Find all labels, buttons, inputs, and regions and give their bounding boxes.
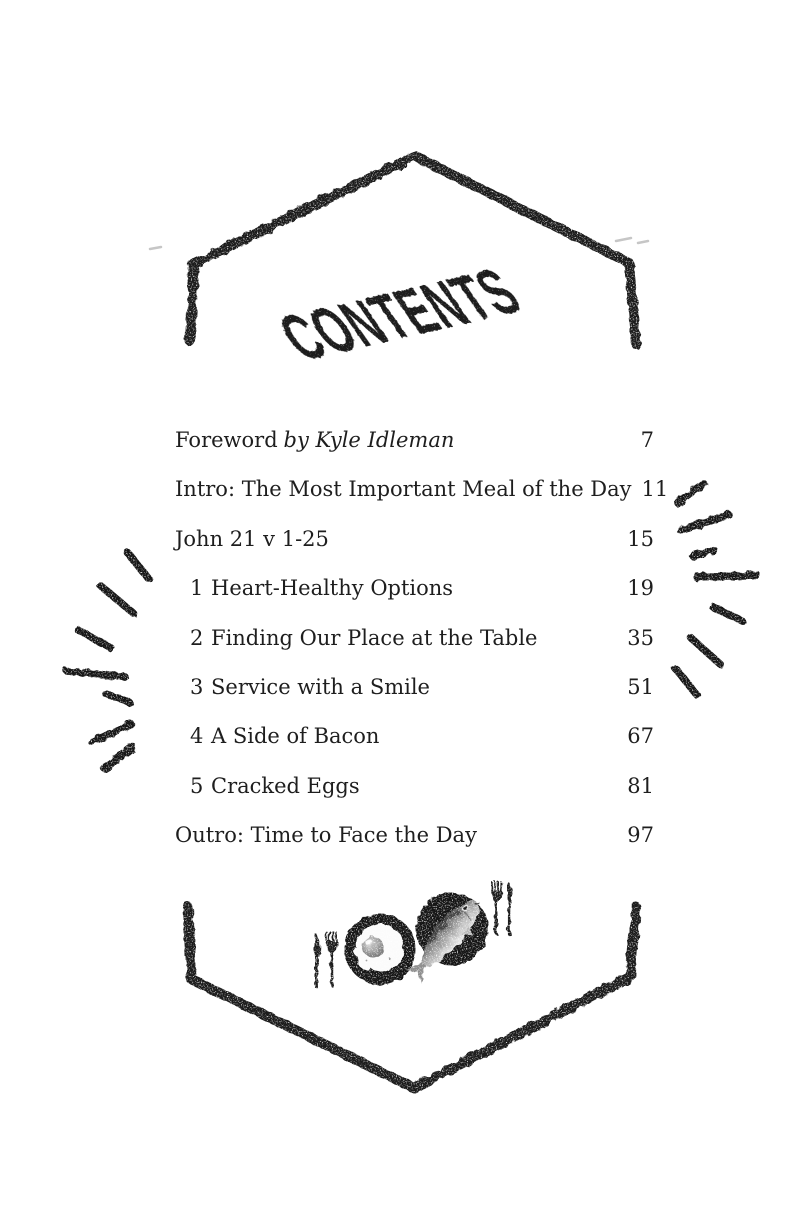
toc-entry-label: Service with a Smile	[211, 675, 430, 700]
fish-plate-icon	[402, 892, 491, 989]
breakfast-illustration	[315, 881, 513, 989]
fried-egg-plate-icon	[345, 914, 416, 985]
knife-icon	[315, 933, 320, 988]
toc-entry-label: Intro: The Most Important Meal of the Day	[175, 477, 632, 502]
toc-row-intro	[175, 465, 669, 514]
toc-row-john	[175, 515, 654, 564]
chapter-number: 3	[190, 675, 204, 700]
toc-row-chapter-4	[175, 712, 654, 761]
toc-entry-label: Cracked Eggs	[211, 773, 360, 798]
fork-icon	[326, 931, 337, 987]
toc-row-chapter-2	[175, 614, 654, 663]
toc-row-chapter-3	[175, 663, 654, 712]
toc-entry-label: Heart-Healthy Options	[211, 576, 454, 601]
toc-entry-author: by Kyle Idleman	[283, 428, 455, 453]
toc-entry-label: Finding Our Place at the Table	[211, 625, 538, 650]
chapter-number: 1	[190, 576, 204, 601]
toc-page-number: 81	[627, 773, 654, 798]
toc-row-chapter-5	[175, 762, 654, 811]
table-of-contents	[175, 416, 669, 861]
toc-row-outro	[175, 811, 654, 860]
toc-page-number: 7	[640, 428, 654, 453]
chapter-number: 4	[190, 724, 204, 749]
burst-lines-right-icon	[676, 484, 757, 694]
chapter-number: 2	[190, 625, 204, 650]
toc-page-number: 67	[627, 724, 654, 749]
toc-row-foreword	[175, 416, 654, 465]
chapter-number: 5	[190, 773, 204, 798]
toc-entry-label: Outro: Time to Face the Day	[175, 823, 477, 848]
toc-entry-label: John 21 v 1-25	[175, 526, 329, 551]
toc-page-number: 51	[627, 675, 654, 700]
toc-page-number: 15	[627, 526, 654, 551]
knife-icon	[508, 882, 513, 936]
page-title-wrap	[264, 250, 536, 380]
toc-entry-label: Foreword by Kyle Idleman	[175, 428, 455, 453]
toc-page-number: 11	[641, 477, 669, 502]
fork-icon	[491, 881, 502, 935]
toc-page-number: 35	[627, 625, 654, 650]
toc-page-number: 97	[627, 823, 654, 848]
toc-entry-label: A Side of Bacon	[211, 724, 380, 749]
burst-lines-left-icon	[67, 552, 148, 768]
toc-row-chapter-1	[175, 564, 654, 613]
toc-page-number: 19	[627, 576, 654, 601]
page-title: CONTENTS	[264, 255, 536, 375]
